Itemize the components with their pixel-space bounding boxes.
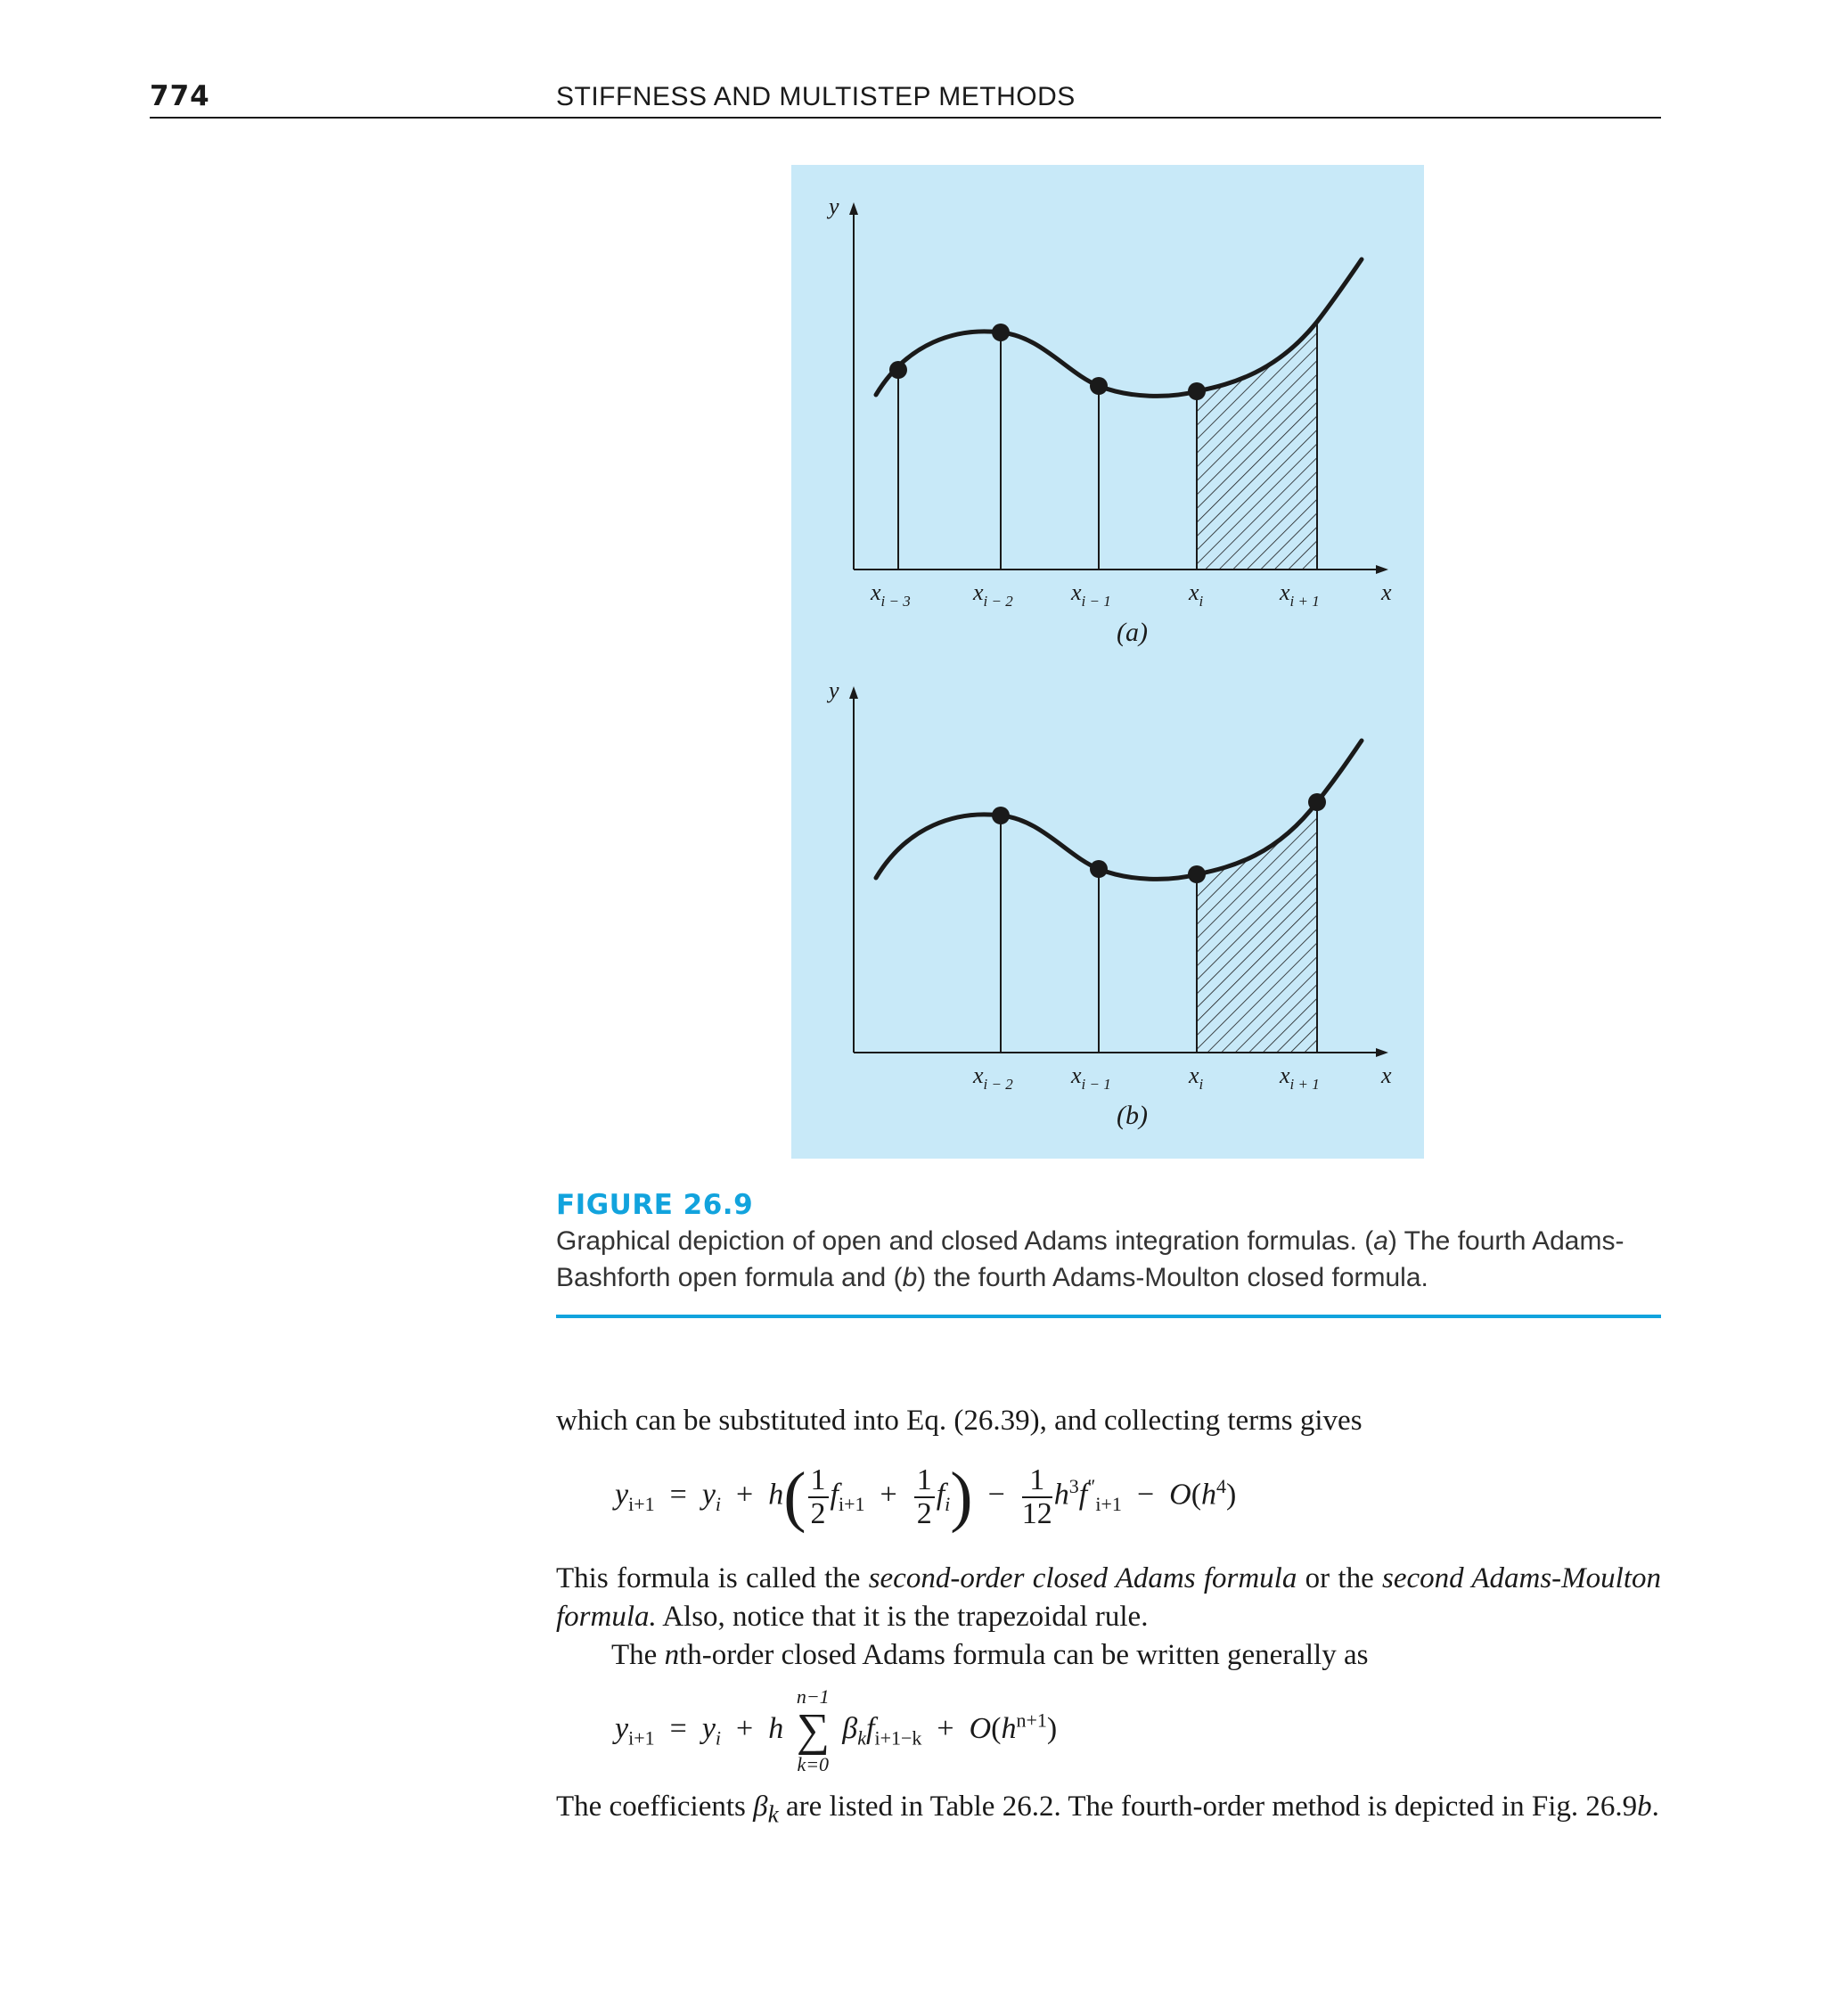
panel-b-point-2 (1090, 860, 1108, 878)
panel-b-point-4 (1308, 793, 1326, 811)
panel-a-y-arrow (849, 202, 858, 215)
panel-b-tick-4: $x_{i + 1}$ (1280, 1062, 1320, 1093)
panel-b-tick-1: $x_{i - 2}$ (973, 1062, 1013, 1093)
panel-b-tick-3: $x_i$ (1189, 1062, 1204, 1093)
panel-b (826, 677, 1392, 1130)
figure-caption: Graphical depiction of open and closed Adams integration formulas. (a) The fourth Adams-Bashforth open formula and (b) the fourth Adams-Moulton closed formula. (556, 1226, 1624, 1292)
panel-b-x-arrow (1376, 1048, 1388, 1057)
paragraph-4: The coefficients $\beta_k$ are listed in Table 26.2. The fourth-order method is depicted in Fig. 26.9b. (556, 1791, 1659, 1828)
panel-b-point-3 (1188, 865, 1206, 883)
panel-b-y-label: y (829, 677, 839, 703)
running-head: STIFFNESS AND MULTISTEP METHODS (556, 82, 1076, 111)
panel-a-point-2 (992, 324, 1010, 341)
panel-b-label: (b) (1117, 1101, 1148, 1130)
paragraph-3: The nth-order closed Adams formula can be written generally as (611, 1639, 1369, 1671)
panel-a-y-label: y (829, 193, 839, 219)
panel-a-point-4 (1188, 382, 1206, 400)
figure-svg (791, 165, 1424, 1159)
panel-b-x-label: x (1381, 1062, 1392, 1088)
panel-a-x-label: x (1381, 579, 1392, 605)
panel-b-tick-2: $x_{i - 1}$ (1071, 1062, 1111, 1093)
paragraph-1: which can be substituted into Eq. (26.39), and collecting terms gives (556, 1405, 1363, 1437)
paragraph-2: This formula is called the second-order closed Adams formula or the second Adams-Moulton formula. Also, notice that it is the trapezoidal rule. (556, 1562, 1661, 1633)
panel-a-point-3 (1090, 377, 1108, 395)
figure-number: FIGURE 26.9 (556, 1189, 754, 1221)
summation: n−1 ∑ k=0 (796, 1685, 830, 1775)
panel-a (826, 193, 1392, 647)
panel-a-label: (a) (1117, 618, 1148, 647)
equation-1: $y_{i+1} = y_i + h$( $\frac{1}{2}$ $f_{i+1}$ + $\frac{1}{2}$ $f_i$) − $\frac{1}{12}$ $h^3f''_{i+1} - O(h^4)$ (615, 1459, 1237, 1534)
equation-2: $y_{i+1} = y_i + h$ n−1 ∑ k=0 $\beta_kf_{i+1-k} + O(h^{n+1})$ (615, 1685, 1058, 1775)
panel-a-tick-4: $x_i$ (1189, 579, 1204, 610)
panel-a-tick-2: $x_{i - 2}$ (973, 579, 1013, 610)
panel-a-tick-5: $x_{i + 1}$ (1280, 579, 1320, 610)
figure-panel (791, 165, 1424, 1159)
panel-b-y-arrow (849, 686, 858, 699)
header-rule (150, 117, 1661, 119)
panel-a-x-arrow (1376, 565, 1388, 574)
panel-a-tick-3: $x_{i - 1}$ (1071, 579, 1111, 610)
panel-a-tick-1: $x_{i - 3}$ (871, 579, 911, 610)
page-number: 774 (150, 80, 210, 112)
caption-rule (556, 1315, 1661, 1318)
panel-a-point-1 (889, 361, 907, 379)
panel-b-point-1 (992, 807, 1010, 824)
